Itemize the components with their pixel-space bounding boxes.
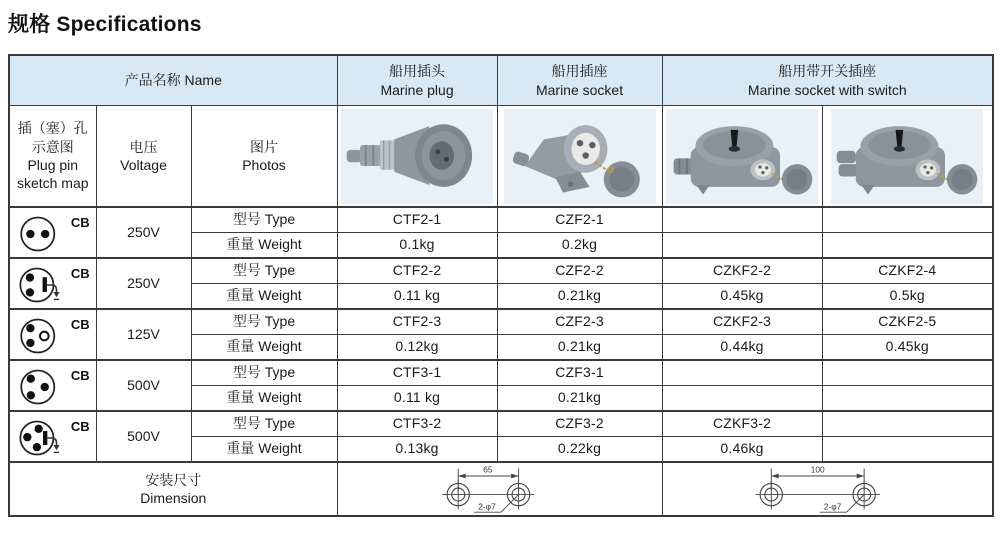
cb-mark: CB: [70, 316, 90, 332]
marine-plug-photo-cell: [337, 106, 497, 208]
product-4-weight-plug: 0.11 kg: [337, 386, 497, 412]
switch-socket-zh: 船用带开关插座: [778, 63, 877, 80]
type-label: 型号 Type: [191, 360, 337, 386]
dimension-zh: 安装尺寸: [145, 471, 202, 488]
marine-plug-image: [341, 109, 493, 204]
product-4-weight-socket: 0.21kg: [497, 386, 662, 412]
product-4-type-socket: CZF3-1: [497, 360, 662, 386]
cb-mark: CB: [70, 214, 90, 230]
product-2-weight-plug: 0.11 kg: [337, 284, 497, 310]
marine-socket-image: [504, 109, 656, 204]
marine-plug-photo: [340, 106, 495, 206]
switch-socket-photo-cell-1: [662, 106, 822, 208]
weight-label: 重量 Weight: [191, 284, 337, 310]
product-1-voltage: 250V: [96, 207, 191, 258]
mounting-dimension-drawing-65: [400, 463, 600, 515]
cb-mark: CB: [70, 367, 90, 383]
product-1-type-row: [9, 207, 993, 233]
product-2-voltage: 250V: [96, 258, 191, 309]
voltage-en: Voltage: [120, 157, 167, 173]
pin-diagram-2-pin-earth-icon: [16, 262, 70, 308]
type-label: 型号 Type: [191, 411, 337, 437]
product-1-type-socket: CZF2-1: [497, 207, 662, 233]
cb-mark: CB: [70, 418, 90, 434]
dimension-drawing-left-cell: [337, 462, 662, 516]
switch-socket-image-2: [831, 109, 983, 204]
product-2-pin-cell: [9, 258, 96, 309]
type-label: 型号 Type: [191, 207, 337, 233]
product-2-type-socket: CZF2-2: [497, 258, 662, 284]
product-5-weight-switch2: [822, 437, 993, 463]
product-4-weight-switch1: [662, 386, 822, 412]
pin-diagram-2-pin-aux-icon: [16, 313, 70, 359]
header-product-name: [9, 55, 337, 106]
product-1-weight-socket: 0.2kg: [497, 233, 662, 259]
marine-socket-photo: [500, 106, 660, 206]
product-3-weight-plug: 0.12kg: [337, 335, 497, 361]
switch-socket-image-1: [666, 109, 818, 204]
sketch-en2: sketch map: [16, 175, 89, 192]
product-2-weight-switch1: 0.45kg: [662, 284, 822, 310]
product-4-type-switch1: [662, 360, 822, 386]
dimension-en: Dimension: [140, 490, 207, 506]
product-3-weight-switch2: 0.45kg: [822, 335, 993, 361]
product-5-type-socket: CZF3-2: [497, 411, 662, 437]
product-5-type-switch2: [822, 411, 993, 437]
marine-socket-photo-cell: [497, 106, 662, 208]
header-marine-socket: [497, 55, 662, 106]
product-4-pin-cell: [9, 360, 96, 411]
type-label: 型号 Type: [191, 309, 337, 335]
type-label: 型号 Type: [191, 258, 337, 284]
switch-socket-photo-cell-2: [822, 106, 993, 208]
sketch-map-header: [9, 106, 96, 208]
product-1-pin-cell: [9, 207, 96, 258]
product-2-weight-socket: 0.21kg: [497, 284, 662, 310]
product-3-voltage: 125V: [96, 309, 191, 360]
pin-diagram-3-pin-icon: [16, 364, 70, 410]
spec-table: [8, 54, 994, 517]
product-3-pin-cell: [9, 309, 96, 360]
voltage-zh: 电压: [129, 138, 158, 155]
product-5-weight-plug: 0.13kg: [337, 437, 497, 463]
dimension-drawing-right-cell: [662, 462, 993, 516]
pin-diagram-3-pin-earth-icon: [16, 415, 70, 461]
marine-plug-zh: 船用插头: [389, 63, 446, 80]
product-2-type-switch2: CZKF2-4: [822, 258, 993, 284]
product-5-type-plug: CTF3-2: [337, 411, 497, 437]
product-1-type-switch1: [662, 207, 822, 233]
dim-span-right: 100: [811, 464, 825, 475]
product-4-voltage: 500V: [96, 360, 191, 411]
product-5-type-row: [9, 411, 993, 437]
product-3-type-row: [9, 309, 993, 335]
header-switch-socket: [662, 55, 993, 106]
dimension-label-cell: [9, 462, 337, 516]
product-4-type-switch2: [822, 360, 993, 386]
weight-label: 重量 Weight: [191, 437, 337, 463]
dimension-row: [9, 462, 993, 516]
marine-socket-zh: 船用插座: [551, 63, 608, 80]
dim-holes-right: 2-φ7: [824, 501, 842, 512]
weight-label: 重量 Weight: [191, 335, 337, 361]
header-marine-plug: [337, 55, 497, 106]
header-row: [9, 55, 993, 106]
sketch-zh2: 示意图: [31, 138, 74, 155]
pin-diagram-2-pin-icon: [16, 211, 70, 257]
sketch-zh1: 插（塞）孔: [17, 120, 88, 137]
photos-row: [9, 106, 993, 208]
photos-zh: 图片: [250, 138, 279, 155]
weight-label: 重量 Weight: [191, 233, 337, 259]
product-1-type-switch2: [822, 207, 993, 233]
header-product-name-label: 产品名称 Name: [124, 72, 222, 89]
photos-en: Photos: [242, 157, 286, 173]
dim-span-left: 65: [482, 464, 493, 475]
product-1-type-plug: CTF2-1: [337, 207, 497, 233]
page-title: 规格 Specifications: [8, 13, 202, 36]
product-1-weight-plug: 0.1kg: [337, 233, 497, 259]
product-3-type-switch1: CZKF2-3: [662, 309, 822, 335]
product-2-type-switch1: CZKF2-2: [662, 258, 822, 284]
product-3-type-plug: CTF2-3: [337, 309, 497, 335]
marine-socket-en: Marine socket: [535, 81, 624, 98]
mounting-dimension-drawing-100: [702, 463, 952, 515]
product-3-type-switch2: CZKF2-5: [822, 309, 993, 335]
switch-socket-en: Marine socket with switch: [747, 81, 907, 98]
voltage-header: [96, 106, 191, 208]
switch-socket-photo-1: [665, 106, 820, 206]
photos-header: [191, 106, 337, 208]
dim-holes-left: 2-φ7: [477, 501, 496, 512]
product-5-pin-cell: [9, 411, 96, 462]
product-5-weight-switch1: 0.46kg: [662, 437, 822, 463]
product-2-type-row: [9, 258, 993, 284]
cb-mark: CB: [70, 265, 90, 281]
product-2-weight-switch2: 0.5kg: [822, 284, 993, 310]
product-4-type-plug: CTF3-1: [337, 360, 497, 386]
product-1-weight-switch2: [822, 233, 993, 259]
marine-plug-en: Marine plug: [380, 81, 454, 98]
product-5-weight-socket: 0.22kg: [497, 437, 662, 463]
product-3-type-socket: CZF2-3: [497, 309, 662, 335]
sketch-en1: Plug pin: [27, 157, 79, 173]
product-3-weight-socket: 0.21kg: [497, 335, 662, 361]
product-5-type-switch1: CZKF3-2: [662, 411, 822, 437]
weight-label: 重量 Weight: [191, 386, 337, 412]
product-4-weight-switch2: [822, 386, 993, 412]
product-1-weight-switch1: [662, 233, 822, 259]
switch-socket-photo-2: [825, 106, 991, 206]
product-5-voltage: 500V: [96, 411, 191, 462]
product-4-type-row: [9, 360, 993, 386]
product-2-type-plug: CTF2-2: [337, 258, 497, 284]
product-3-weight-switch1: 0.44kg: [662, 335, 822, 361]
